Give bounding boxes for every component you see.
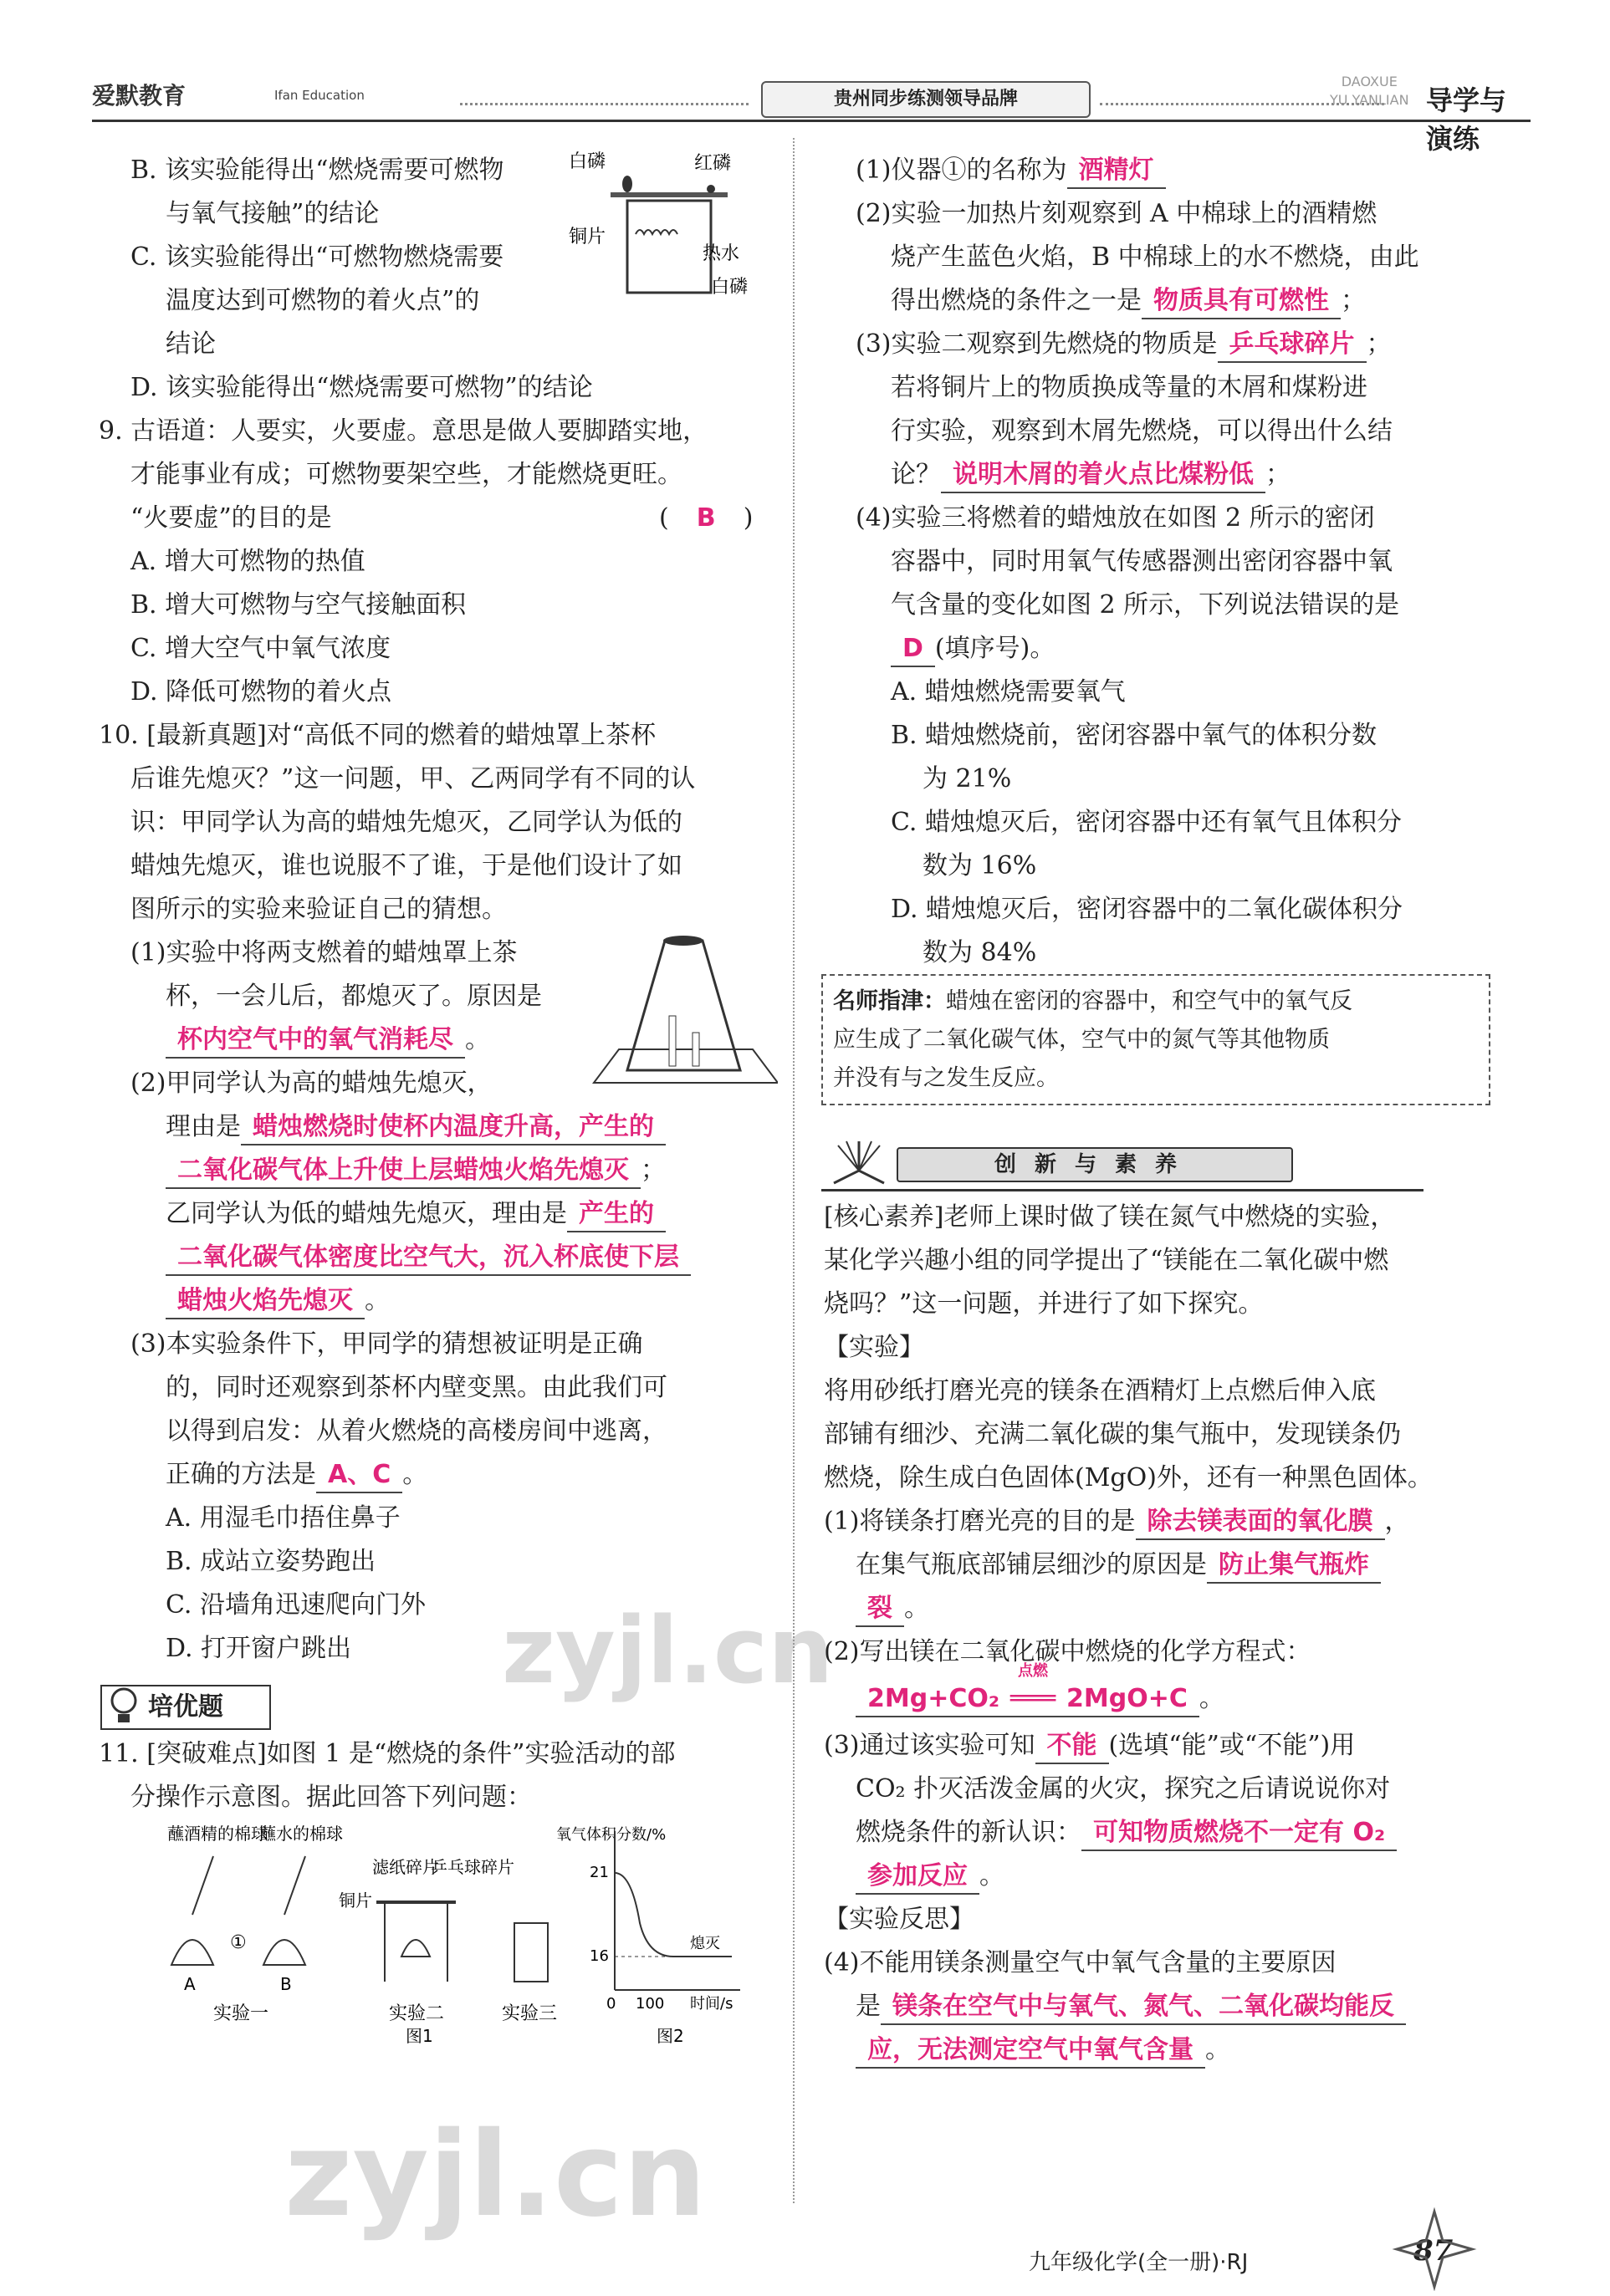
svg-text:16: 16 bbox=[590, 1947, 609, 1965]
core-stem: [核心素养]老师上课时做了镁在氮气中燃烧的实验， bbox=[824, 1202, 1396, 1232]
q9-answer: B bbox=[696, 503, 716, 533]
svg-text:氧气体积分数/%: 氧气体积分数/% bbox=[556, 1826, 667, 1844]
q10-3-answer: A、C bbox=[316, 1458, 402, 1493]
svg-text:白磷: 白磷 bbox=[569, 151, 606, 172]
section-tag: 培优题 bbox=[100, 1685, 271, 1730]
series-pinyin: DAOXUE YU YANLIAN bbox=[1330, 74, 1409, 108]
svg-text:熄灭: 熄灭 bbox=[690, 1935, 720, 1952]
q8-option-b: B. 该实验能得出“燃烧需要可燃物 bbox=[130, 156, 504, 185]
e3-answer-2: 可知物质燃烧不一定有 O₂ bbox=[1081, 1816, 1397, 1851]
series-title: 导学与演练 bbox=[1426, 84, 1507, 155]
left-column: B. 该实验能得出“燃烧需要可燃物 与氧气接触”的结论 C. 该实验能得出“可燃物燃烧需要 温度达到可燃物的着火点”的 结论 D. 该实验能得出“燃烧需要可燃物”的结论 9. 古语道：人要实，火要虚。意思是做人要脚踏实地， 才能事业有成；可燃物要架空些，才能燃烧更旺。 “火要虚”的目的是 ( B ) A. 增大可燃物的热值 B. 增大可燃物与空气接触面积 C. 增大空气中氧气浓度 D. 降低可燃物的着火点 10. [最新真题]对“高低不同的燃着的蜡烛罩上茶杯 后谁先熄灭？”这一问题，甲、乙两同学有不同的认 识：甲同学认为高的蜡烛先熄灭，乙同学认为低的 蜡烛先熄灭，谁也说服不了谁，于是他们设计了如 图所示的实验来验证自己的猜想。 (1)实验中将两支燃着的蜡烛罩上茶 杯，一会儿后，都熄灭了。原因是 杯内空气中的氧气消耗尽 。 (2)甲同学认为高的蜡烛先熄灭， 理由是 蜡烛燃烧时使杯内温度升高，产生的 二氧化碳气体上升使上层蜡烛火焰先熄灭 ； 乙同学认为低的蜡烛先熄灭，理由是 产生的 二氧化碳气体密度比空气大，沉入杯底使下层 蜡烛火焰先熄灭 。 (3)本实验条件下，甲同学的猜想被证明是正确 的，同时还观察到茶杯内壁变黑。由此我们可 以得到启发：从着火燃烧的高楼房间中逃离， 正确的方法是 A、C 。 A. 用湿毛巾捂住鼻子 B. 成站立姿势跑出 C. 沿墙角迅速爬向门外 D. 打开窗户跳出 bbox=[99, 149, 776, 1671]
star-ornament-icon bbox=[1388, 2207, 1480, 2291]
experiment-heading: 【实验】 bbox=[824, 1333, 924, 1362]
svg-text:①: ① bbox=[230, 1932, 247, 1953]
q10-2-answer-1: 蜡烛燃烧时使杯内温度升高，产生的 bbox=[241, 1110, 666, 1145]
lightbulb-icon bbox=[105, 1682, 143, 1729]
r-q3-answer: 乒乓球碎片 bbox=[1218, 328, 1367, 363]
svg-text:热水: 热水 bbox=[703, 243, 740, 264]
e1-answer-2: 防止集气瓶炸 bbox=[1207, 1549, 1381, 1584]
section-banner bbox=[821, 1137, 1474, 1187]
e3-answer: 不能 bbox=[1035, 1729, 1109, 1764]
right-column: (1)仪器①的名称为 酒精灯 (2)实验一加热片刻观察到 A 中棉球上的酒精燃 烧产生蓝色火焰，B 中棉球上的水不燃烧，由此 得出燃烧的条件之一是 物质具有可燃性 ； (3)实验二观察到先燃烧的物质是 乒乓球碎片 ； 若将铜片上的物质换成等量的木屑和煤粉进 行实验，观察到木屑先燃烧，可以得出什么结 论？ 说明木屑的着火点比煤粉低 ； (4)实验三将燃着的蜡烛放在如图 2 所示的密闭 容器中，同时用氧气传感器测出密闭容器中氧 气含量的变化如图 2 所示，下列说法错误的是 D (填序号)。 A. 蜡烛燃烧需要氧气 B. 蜡烛燃烧前，密闭容器中氧气的体积分数 为 21% C. 蜡烛熄灭后，密闭容器中还有氧气且体积分 数为 16% D. 蜡烛熄灭后，密闭容器中的二氧化碳体积分 数为 84% bbox=[856, 156, 1419, 967]
svg-text:实验一: 实验一 bbox=[213, 2003, 269, 2024]
q8-option-d: D. 该实验能得出“燃烧需要可燃物”的结论 bbox=[130, 373, 593, 402]
page-header bbox=[92, 71, 1531, 155]
svg-text:图1: 图1 bbox=[406, 2026, 433, 2046]
q8-option-c: C. 该实验能得出“可燃物燃烧需要 bbox=[130, 242, 504, 272]
q11-stem: 11. [突破难点]如图 1 是“燃烧的条件”实验活动的部 bbox=[99, 1739, 676, 1768]
svg-text:乒乓球碎片: 乒乓球碎片 bbox=[431, 1857, 514, 1877]
svg-text:蘸酒精的棉球: 蘸酒精的棉球 bbox=[167, 1824, 268, 1844]
svg-text:100: 100 bbox=[636, 1995, 665, 2013]
svg-text:图2: 图2 bbox=[657, 2026, 684, 2046]
watermark: zyjl.cn bbox=[502, 1597, 834, 1704]
svg-text:滤纸碎片: 滤纸碎片 bbox=[372, 1857, 439, 1877]
e4-answer: 镁条在空气中与氧气、氮气、二氧化碳均能反 bbox=[881, 1990, 1406, 2025]
r-q1-answer: 酒精灯 bbox=[1067, 154, 1166, 189]
svg-text:白磷: 白磷 bbox=[711, 277, 749, 298]
svg-text:时间/s: 时间/s bbox=[690, 1995, 733, 2013]
svg-text:21: 21 bbox=[590, 1864, 609, 1881]
svg-text:铜片: 铜片 bbox=[569, 227, 606, 247]
logo: 爱默教育 bbox=[92, 82, 187, 110]
reflection-heading: 【实验反思】 bbox=[824, 1905, 974, 1934]
q9-stem: 9. 古语道：人要实，火要虚。意思是做人要脚踏实地， bbox=[99, 416, 708, 446]
watermark: zyjl.cn bbox=[284, 2107, 707, 2243]
e1-answer: 除去镁表面的氧化膜 bbox=[1136, 1505, 1385, 1540]
brand-badge: 贵州同步练测领导品牌 bbox=[761, 81, 1091, 118]
e2-equation: 2Mg+CO₂ 点燃 ═══ 2MgO+C bbox=[856, 1682, 1199, 1717]
divider bbox=[460, 103, 749, 105]
svg-text:蘸水的棉球: 蘸水的棉球 bbox=[259, 1824, 343, 1844]
svg-text:0: 0 bbox=[606, 1995, 616, 2013]
q11-figures bbox=[163, 1823, 749, 2049]
q10-1-answer: 杯内空气中的氧气消耗尽 bbox=[166, 1023, 465, 1059]
r-q4-answer: D bbox=[891, 632, 935, 667]
logo-subtitle: Ifan Education bbox=[274, 88, 365, 103]
r-q3-answer-2: 说明木屑的着火点比煤粉低 bbox=[941, 458, 1265, 493]
q10-2-answer-2: 产生的 bbox=[567, 1197, 666, 1232]
svg-text:实验三: 实验三 bbox=[502, 2003, 558, 2024]
r-q2-answer: 物质具有可燃性 bbox=[1142, 284, 1341, 319]
q10-figure bbox=[585, 924, 778, 1091]
svg-text:铜片: 铜片 bbox=[339, 1890, 372, 1911]
teacher-tip-box: 名师指津：蜡烛在密闭的容器中，和空气中的氧气反 应生成了二氧化碳气体，空气中的氮气等其他物质 并没有与之发生反应。 bbox=[821, 974, 1490, 1105]
svg-text:B: B bbox=[280, 1974, 292, 1994]
footer-text: 九年级化学(全一册)·RJ bbox=[1029, 2250, 1249, 2275]
q8-figure bbox=[569, 151, 778, 343]
header-rule bbox=[92, 120, 1531, 122]
book-icon bbox=[830, 1137, 888, 1187]
svg-text:A: A bbox=[184, 1974, 196, 1994]
svg-text:实验二: 实验二 bbox=[389, 2003, 445, 2024]
section-title: 创新与素养 bbox=[897, 1147, 1293, 1182]
page-number: 87 bbox=[1413, 2234, 1454, 2268]
q10-stem: 10. [最新真题]对“高低不同的燃着的蜡烛罩上茶杯 bbox=[99, 721, 656, 750]
column-divider bbox=[793, 138, 795, 2203]
svg-text:红磷: 红磷 bbox=[694, 153, 732, 174]
